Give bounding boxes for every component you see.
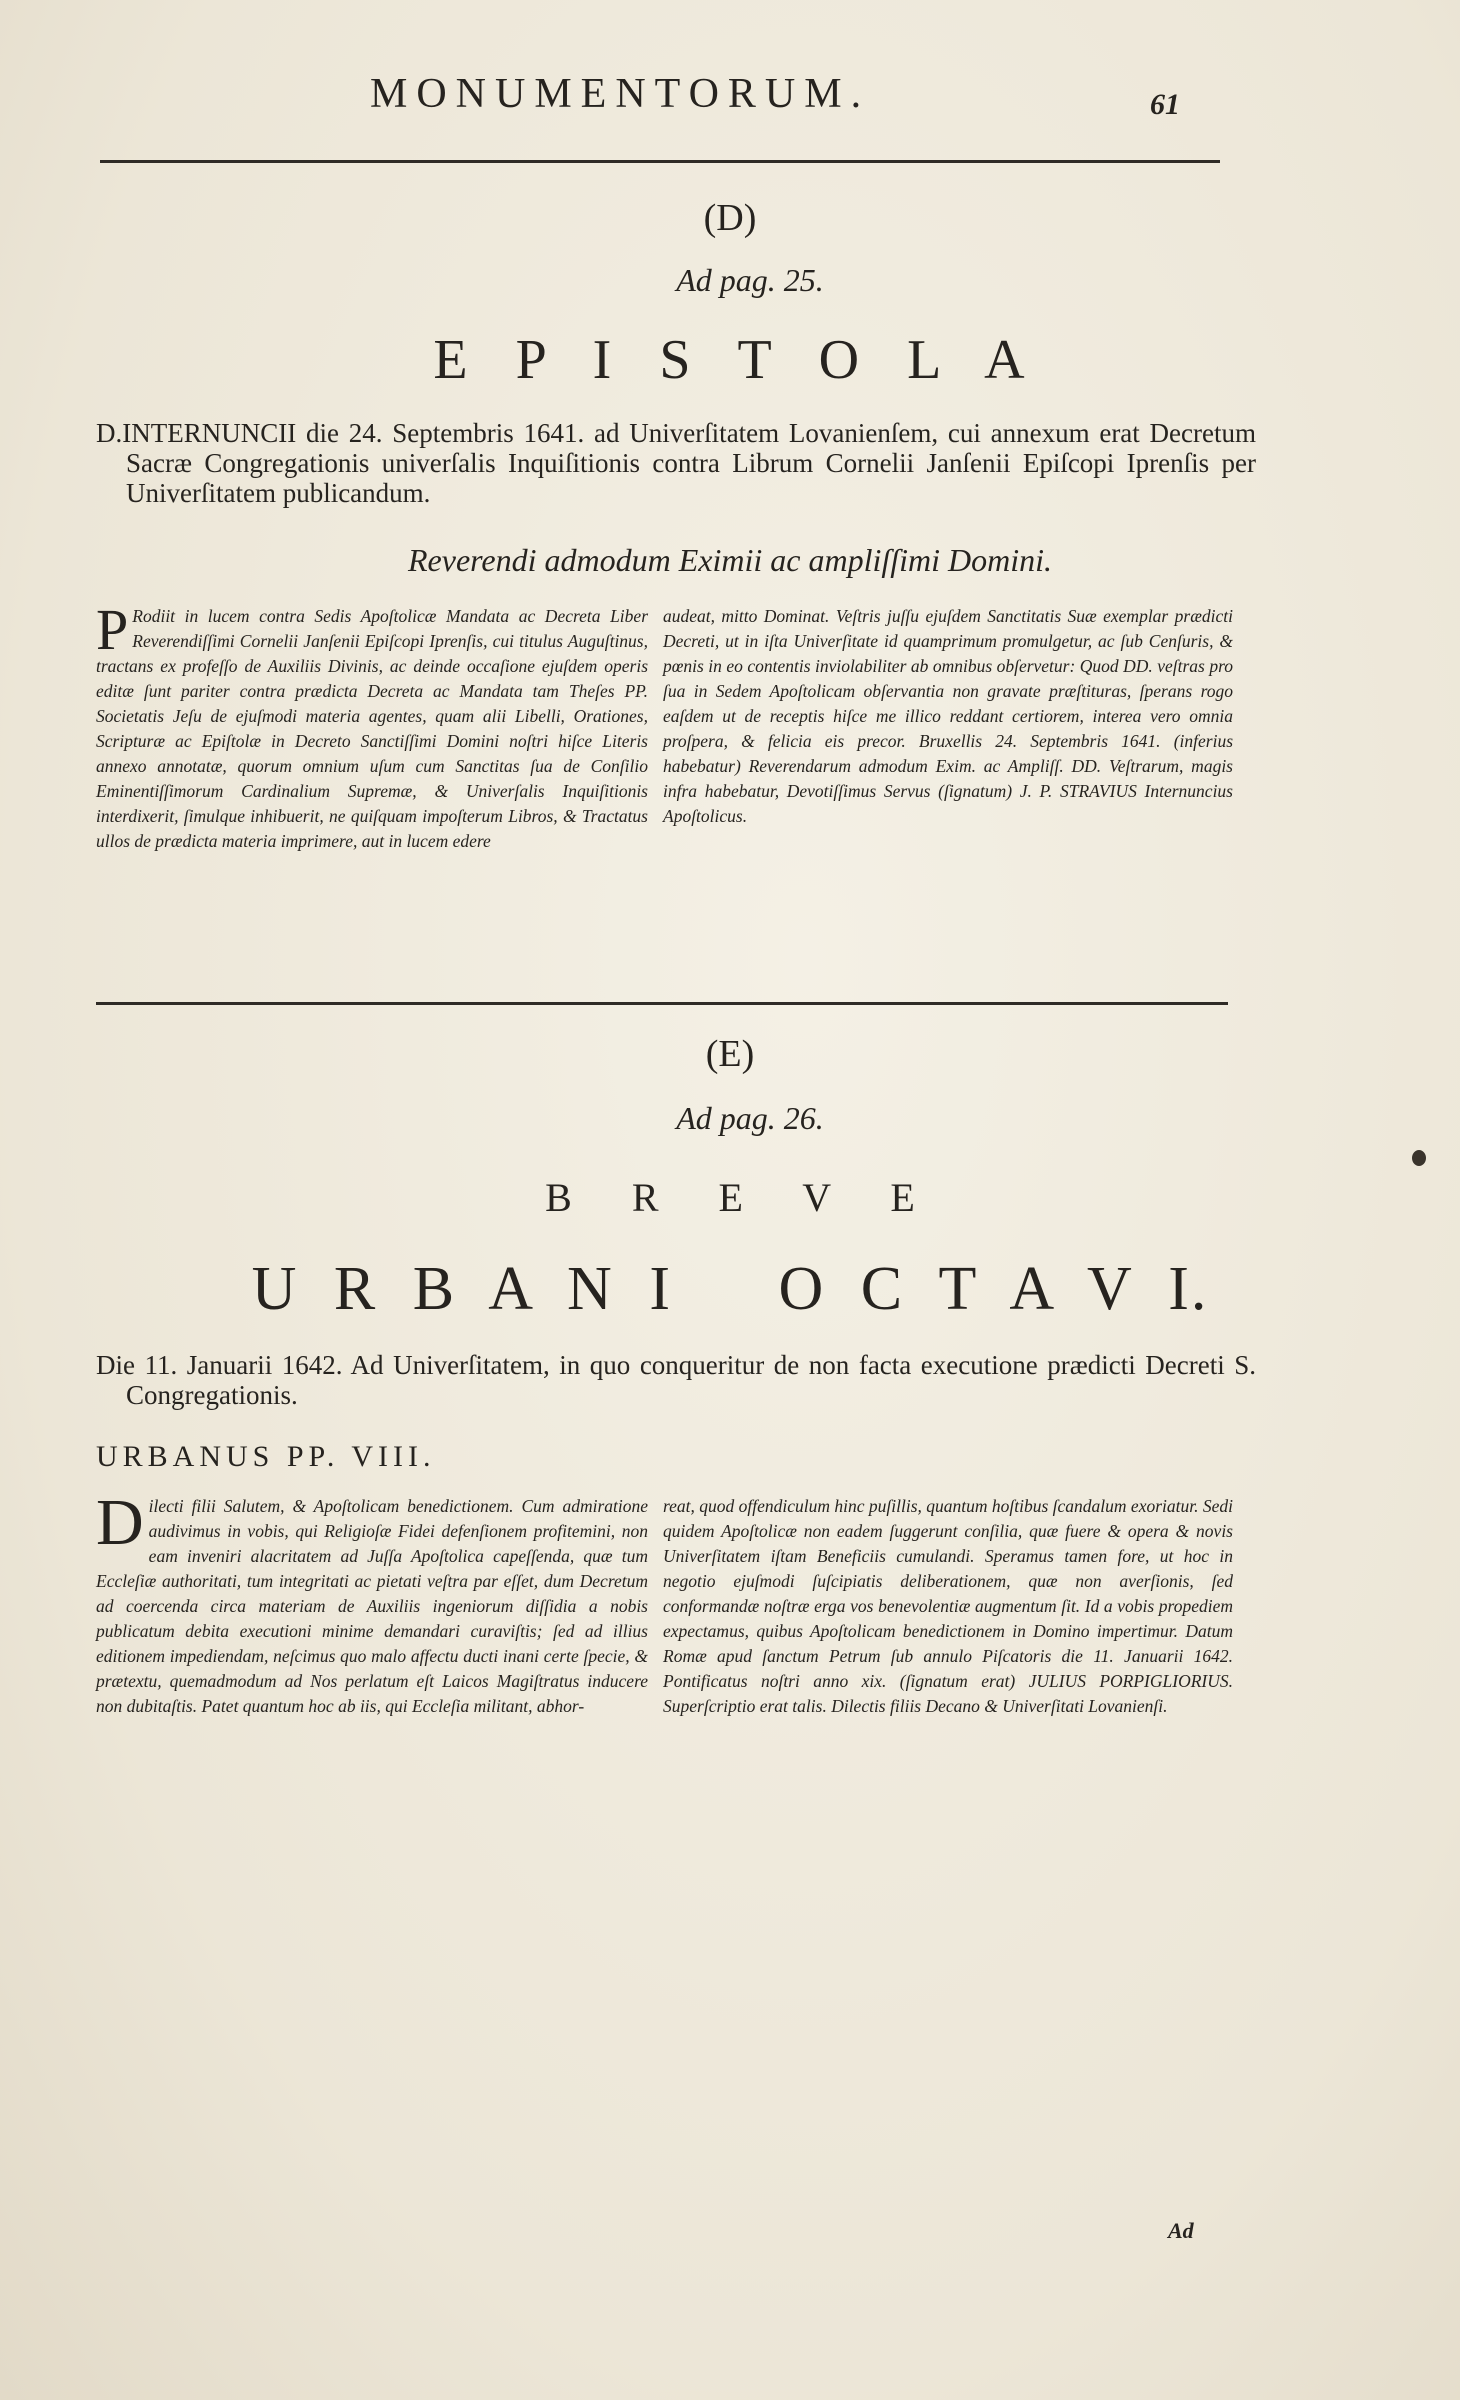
title-epistola: D.INTERNUNCII die 24. Septembris 1641. ad Univerſitatem Lovanienſem, cui annexum erat Decretum Sacræ Congregationis univerſalis Inquiſitionis contra Librum Cornelii Janſenii Epiſcopi Iprenſis per Univerſitatem publicandum. xyxy=(96,418,1256,508)
ink-spot xyxy=(1412,1150,1426,1166)
running-head-title: MONUMENTORUM. xyxy=(370,71,871,117)
text-column-left-e: Dilecti filii Salutem, & Apoſtolicam benedictionem. Cum admiratione audivimus in vobis, qui Religioſæ Fidei defenſionem profitemini, non eam inveniri alacritatem ad Juſſa Apoſtolica capeſſenda, quæ tum Eccleſiæ authoritati, tum integritati ac pietati veſtra par eſſet, dum Decretum ad coercenda circa materiam de Auxiliis ingeniorum diſſidia a nobis publicatum debita executioni minime demandari curaviſtis; ſed ad illius editionem impediendam, neſcimus quo malo affectu ducti inani certe ſpecie, & prætextu, quemadmodum ad Nos perlatum eſt Laicos Magiſtratus inducere non dubitaſtis. Patet quantum hoc ab iis, qui Eccleſia militant, abhor- xyxy=(96,1486,648,1716)
column-right-d xyxy=(663,604,1233,829)
catchword: Ad xyxy=(1168,2218,1194,2243)
section-letter-e: (E) xyxy=(705,1033,755,1075)
title-breve: Die 11. Januarii 1642. Ad Univerſitatem, in quo conqueritur de non facta executione prædicti Decreti S. Congregationis. xyxy=(96,1350,1256,1410)
text-column-right-d: audeat, mitto Dominat. Veſtris juſſu ejuſdem Sanctitatis Suæ exemplar prædicti Decreti, ut in iſta Univerſitate id quamprimum promulgetur, ac ſub Cenſuris, & pœnis in eo contentis inviolabiliter ab omnibus obſervetur: Quod DD. veſtras pro ſua in Sedem Apoſtolicam obſervantia non gravate præſtituras, ſperans rogo eaſdem ut de receptis hiſce me illico reddant certiorem, interea vero omnia proſpera, & felicia eis precor. Bruxellis 24. Septembris 1641. (inferius habebatur) Reverendarum admodum Exim. ac Ampliſſ. DD. Veſtrarum, magis infra habebatur, Devotiſſimus Servus (ſignatum) J. P. STRAVIUS Internuncius Apoſtolicus. xyxy=(663,606,1233,826)
column-left-e xyxy=(96,1486,648,1719)
text-column-left-d: PRodiit in lucem contra Sedis Apoſtolicæ Mandata ac Decreta Liber Reverendiſſimi Cornelii Janſenii Epiſcopi Iprenſis, cui titulus Auguſtinus, tractans ex profeſſo de Auxiliis Divinis, ac deinde occaſione ejuſdem operis editæ ſunt pariter contra prædicta Decreta ac Mandata tam Theſes PP. Societatis Jeſu de ejuſmodi materia agentes, quam alii Libelli, Orationes, Scripturæ ac Epiſtolæ in Decreto Sanctiſſimi Domini noſtri hiſce Literis annexo annotatæ, quorum omnium uſum cum Sanctitas ſua de Conſilio Eminentiſſimorum Cardinalium Supremæ, & Univerſalis Inquiſitionis interdixerit, ſimulque inhibuerit, ne quiſquam impoſterum Libros, & Tractatus ullos de prædicta materia imprimere, aut in lucem edere xyxy=(96,597,648,851)
heading-urbani-octavi: U R B A N I O C T A V I. xyxy=(251,1255,1209,1323)
salutation: Reverendi admodum Eximii ac ampliſſimi Domini. xyxy=(407,542,1053,578)
section-letter-d: (D) xyxy=(703,197,757,239)
heading-breve: B R E V E xyxy=(545,1175,915,1220)
ad-pag-d: Ad pag. 25. xyxy=(676,262,824,298)
ad-pag-e: Ad pag. 26. xyxy=(676,1100,824,1136)
head-rule xyxy=(100,160,1220,163)
column-left-d xyxy=(96,597,648,854)
heading-epistola: E P I S T O L A xyxy=(433,329,1027,391)
addressee: URBANUS PP. VIII. xyxy=(96,1440,436,1473)
column-right-e xyxy=(663,1494,1233,1719)
text-column-right-e: reat, quod offendiculum hinc puſillis, quantum hoſtibus ſcandalum exoriatur. Sedi quidem Apoſtolicæ non eadem ſuggerunt conſilia, quæ fuere & opera & novis Univerſitatem iſtam Beneficiis cumulandi. Speramus tamen fore, ut hoc in negotio ejuſmodi ſuſcipiatis deliberationem, quæ non averſionis, ſed conformandæ noſtræ erga vos benevolentiæ augmentum ſit. Id a vobis propediem expectamus, quibus Apoſtolicam benedictionem in Domino impertimur. Datum Romæ apud ſanctum Petrum ſub annulo Piſcatoris die 11. Januarii 1642. Pontificatus noſtri anno xix. (ſignatum erat) JULIUS PORPIGLIORIUS. Superſcriptio erat talis. Dilectis filiis Decano & Univerſitati Lovanienſi. xyxy=(663,1496,1234,1716)
section-rule xyxy=(96,1002,1228,1005)
running-head xyxy=(0,70,1460,130)
page-number: 61 xyxy=(1150,88,1180,121)
